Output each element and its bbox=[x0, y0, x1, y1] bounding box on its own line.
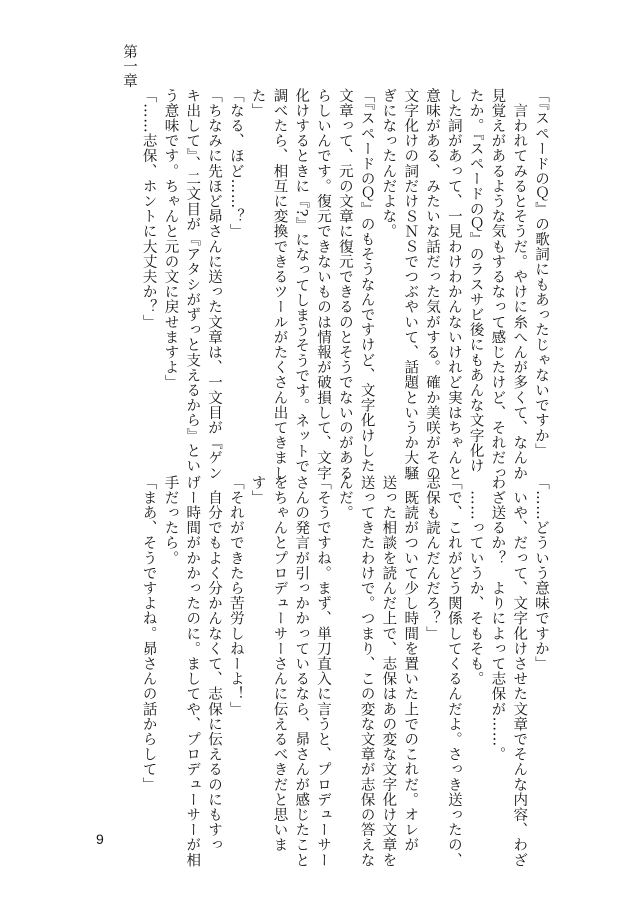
text-line: す」 bbox=[249, 475, 266, 506]
text-line: 「……どういう意味ですか」 bbox=[533, 475, 549, 672]
upper-text-block bbox=[86, 88, 551, 481]
text-line: 「そうですね。まず、単刀直入に言うと、プロデューサー bbox=[315, 475, 332, 868]
text-line: らしいんです。復元できないものは情報が破損して、文字 bbox=[315, 88, 332, 481]
text-line: 「『スペードのＱ』のもそうなんですけど、文字化けした bbox=[358, 88, 375, 474]
text-line: 化けするときに『?』になってしまうそうです。ネットで bbox=[293, 88, 310, 474]
text-line: 文字化けの詞だけＳＮＳでつぶやいて、話題というか大騒 bbox=[402, 88, 419, 481]
text-line: 自分でもよく分かんなくて、志保に伝えるのにもすっ bbox=[206, 475, 223, 853]
text-line: 送ってきたわけで。つまり、この変な文章が志保の答えな bbox=[358, 475, 375, 868]
text-line: 「……志保、ホントに大丈夫か？」 bbox=[140, 88, 157, 330]
text-line: 送った相談を読んだ上で、志保はあの変な文字化け文章を bbox=[380, 475, 397, 868]
text-line: した詞があって、一見わけわかんないけれど実はちゃんと bbox=[445, 88, 462, 481]
text-line: げー時間がかかったのに。ましてや、プロデューサーが相 bbox=[184, 475, 201, 868]
text-line: 手だったら。 bbox=[162, 475, 179, 566]
chapter-heading: 第一章 bbox=[121, 44, 137, 88]
text-line: さんの発言が引っかかっているなら、昴さんが感じたこと bbox=[293, 475, 310, 868]
text-line: う意味です。ちゃんと元の文に戻せますよ」 bbox=[162, 88, 179, 390]
text-line: わざ送るか？ よりによって志保が……。 bbox=[489, 475, 506, 762]
text-line: ……っていうか、そもそも。 bbox=[467, 475, 484, 687]
page-number: 9 bbox=[96, 831, 104, 847]
text-line: 「まあ、そうですよね。昴さんの話からして」 bbox=[140, 475, 157, 793]
text-line: たか。『スペードのＱ』のラスサビ後にもあんな文字化け bbox=[467, 88, 484, 474]
text-line: 「なる、ほど……？」 bbox=[227, 88, 244, 239]
text-line: んだ。 bbox=[336, 475, 353, 521]
text-line: いや、だって、文字化けさせた文章でそんな内容、わざ bbox=[511, 475, 528, 868]
text-line: キ出して』、二文目が『アタシがずっと支えるから』とい bbox=[184, 88, 201, 474]
text-line: 志保も読んだんだろ？」 bbox=[424, 475, 441, 642]
text-line: 既読がついて少し時間を置いた上でのこれだ。オレが bbox=[402, 475, 419, 853]
text-line: 「それができたら苦労しねーよ！」 bbox=[227, 475, 244, 717]
text-line: 調べたら、相互に変換できるツールがたくさん出てきまし bbox=[271, 88, 288, 481]
text-line: 文章って、元の文章に復元できるのとそうでないのがある bbox=[336, 88, 353, 481]
text-line: 「で、これがどう関係してくるんだよ。さっき送ったの、 bbox=[445, 475, 462, 868]
text-line: 言われてみるとそうだ。やけに糸へんが多くて、なんか bbox=[511, 88, 528, 481]
text-line: 「『スペードのＱ』の歌詞にもあったじゃないですか」 bbox=[533, 88, 549, 459]
text-line: 意味がある、みたいな話だった気がする。確か美咲がその bbox=[424, 88, 441, 481]
text-line: ぎになったんだよな。 bbox=[380, 88, 397, 239]
text-line: をちゃんとプロデューサーさんに伝えるべきだと思いま bbox=[271, 475, 288, 853]
text-line: 見覚えがあるような気もするなって感じたけど、それだっ bbox=[489, 88, 506, 481]
text-line: た」 bbox=[249, 88, 266, 119]
text-line: 「ちなみに先ほど昴さんに送った文章は、一文目が『ゲン bbox=[206, 88, 223, 481]
lower-text-block bbox=[86, 475, 551, 868]
